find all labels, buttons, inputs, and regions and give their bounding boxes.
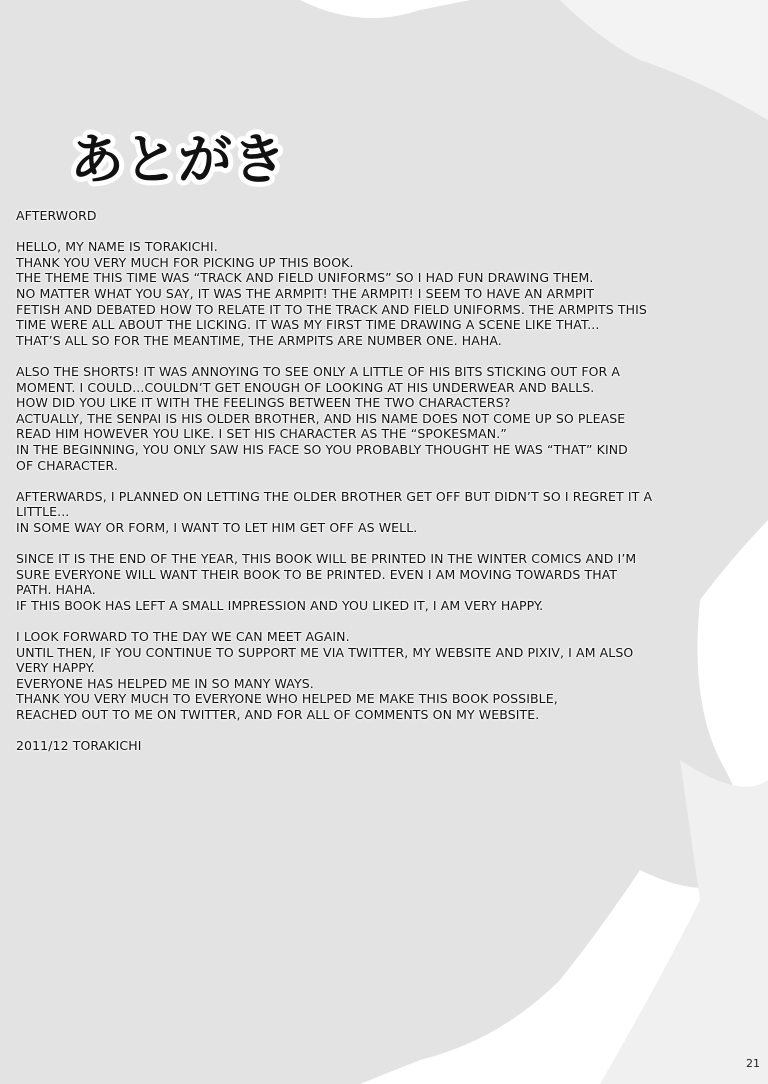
afterword-title-text: あとがき (70, 128, 286, 191)
signature-date: 2011/12 TORAKICHI (16, 738, 142, 754)
paragraph-thanks: I LOOK FORWARD TO THE DAY WE CAN MEET AGAIN. UNTIL THEN, IF YOU CONTINUE TO SUPPORT ME VIA TWITTER, MY WEBSITE AND PIXIV, I AM ALSO VERY HAPPY. EVERYONE HAS HELPED ME IN SO MANY WAYS. THANK YOU VERY MUCH TO EVERYONE WHO HELPED ME MAKE THIS BOOK POSSIBLE, REACHED OUT TO ME ON TWITTER, AND FOR ALL OF COMMENTS ON MY WEBSITE. (16, 629, 634, 722)
heading-afterword: AFTERWORD (16, 208, 97, 223)
paragraph-greeting: HELLO, MY NAME IS TORAKICHI. THANK YOU VERY MUCH FOR PICKING UP THIS BOOK. THE THEME THIS TIME WAS “TRACK AND FIELD UNIFORMS” SO I HAD FUN DRAWING THEM. NO MATTER WHAT YOU SAY, IT WAS THE ARMPIT! THE ARMPIT! I SEEM TO HAVE AN ARMPIT FETISH AND DEBATED HOW TO RELATE IT TO THE TRACK AND FIELD UNIFORMS. THE ARMPITS THIS TIME WERE ALL ABOUT THE LICKING. IT WAS MY FIRST TIME DRAWING A SCENE LIKE THAT... THAT’S ALL SO FOR THE MEANTIME, THE ARMPITS ARE NUMBER ONE. HAHA. (16, 239, 647, 348)
afterword-body (16, 208, 756, 769)
paragraph-afterwards: AFTERWARDS, I PLANNED ON LETTING THE OLDER BROTHER GET OFF BUT DIDN’T SO I REGRET IT A LITTLE... IN SOME WAY OR FORM, I WANT TO LET HIM GET OFF AS WELL. (16, 488, 653, 535)
page-number: 21 (746, 1057, 760, 1070)
paragraph-shorts: ALSO THE SHORTS! IT WAS ANNOYING TO SEE ONLY A LITTLE OF HIS BITS STICKING OUT FOR A MOMENT. I COULD...COULDN’T GET ENOUGH OF LOOKING AT HIS UNDERWEAR AND BALLS. HOW DID YOU LIKE IT WITH THE FEELINGS BETWEEN THE TWO CHARACTERS? ACTUALLY, THE SENPAI IS HIS OLDER BROTHER, AND HIS NAME DOES NOT COME UP SO PLEASE READ HIM HOWEVER YOU LIKE. I SET HIS CHARACTER AS THE “SPOKESMAN.” IN THE BEGINNING, YOU ONLY SAW HIS FACE SO YOU PROBABLY THOUGHT HE WAS “THAT” KIND OF CHARACTER. (16, 363, 628, 473)
paragraph-year-end: SINCE IT IS THE END OF THE YEAR, THIS BOOK WILL BE PRINTED IN THE WINTER COMICS AND I’M SURE EVERYONE WILL WANT THEIR BOOK TO BE PRINTED. EVEN I AM MOVING TOWARDS THAT PATH. HAHA. IF THIS BOOK HAS LEFT A SMALL IMPRESSION AND YOU LIKED IT, I AM VERY HAPPY. (16, 551, 637, 613)
afterword-title (66, 122, 306, 192)
